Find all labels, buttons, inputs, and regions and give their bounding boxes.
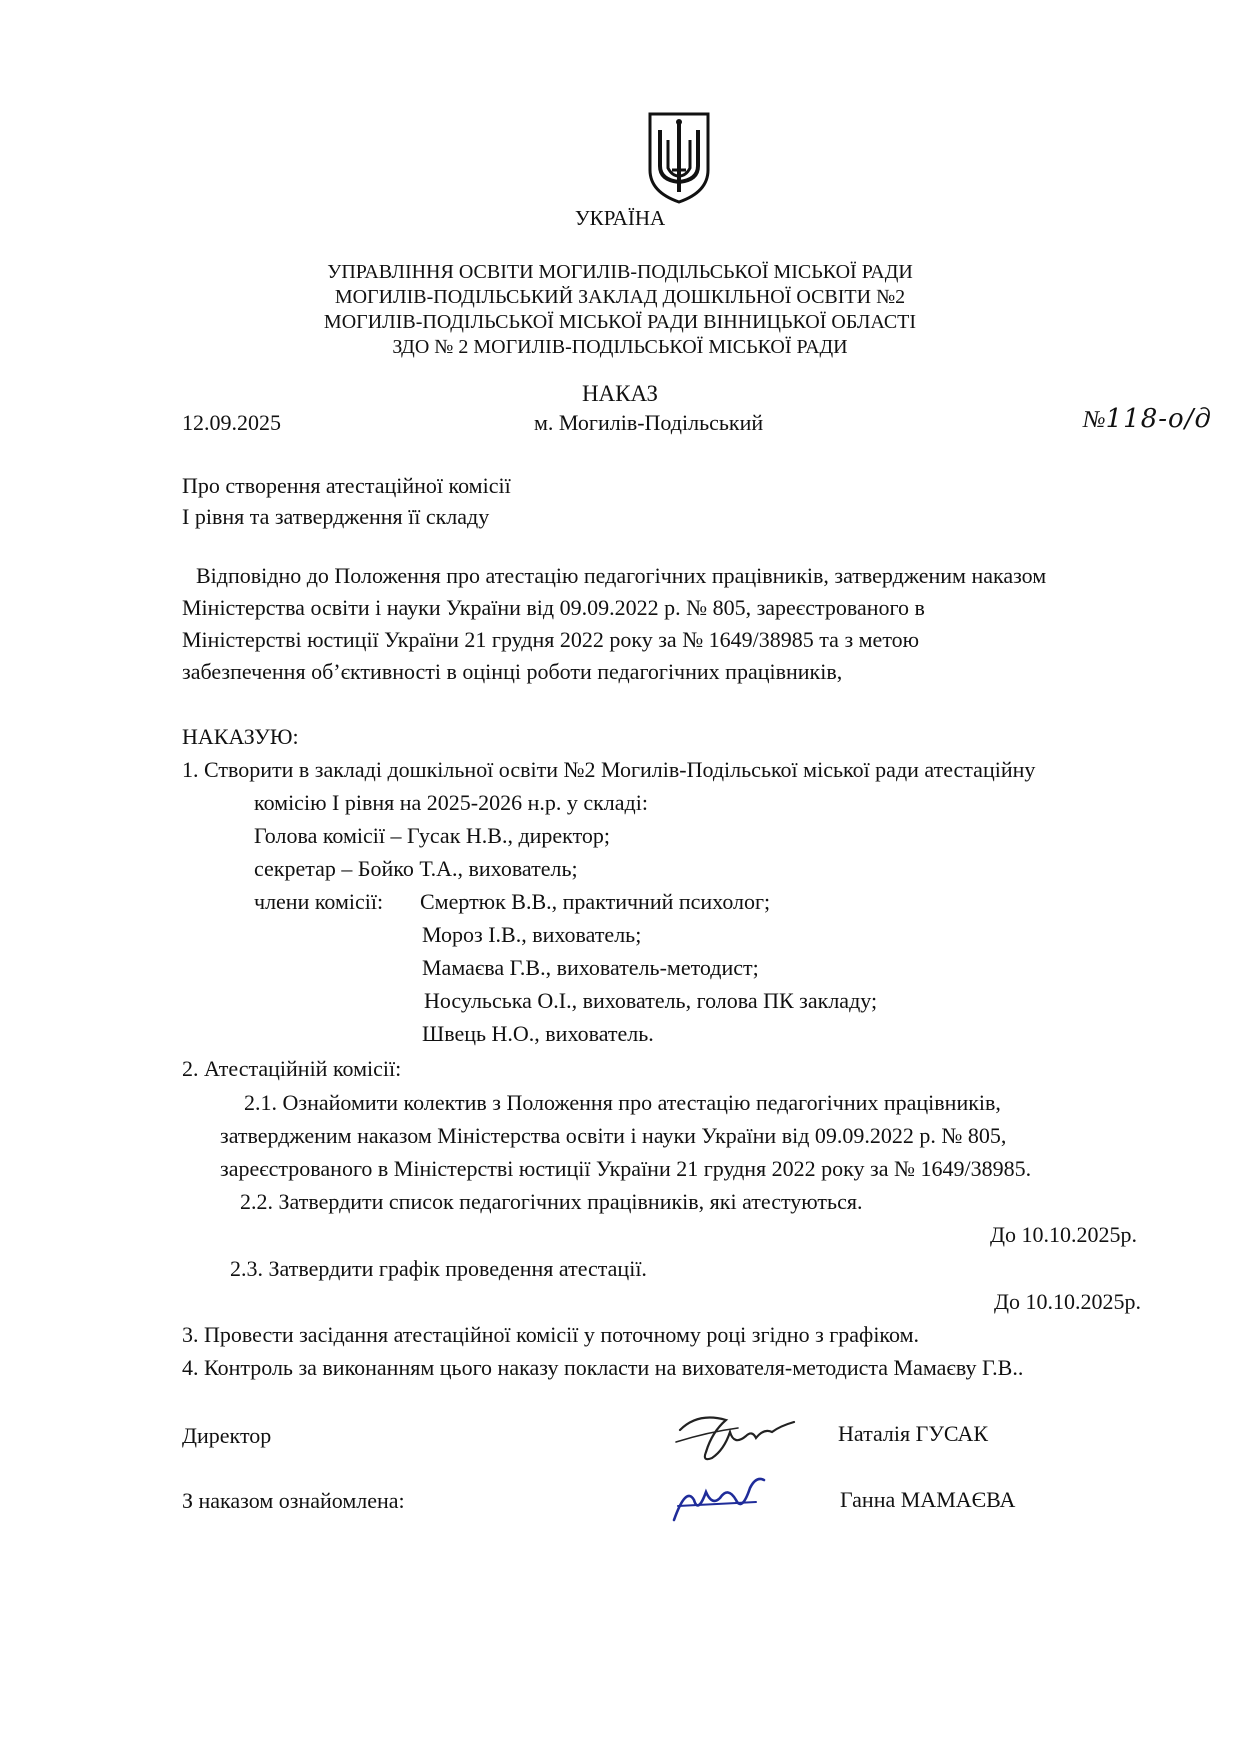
item-1-line: 1. Створити в закладі дошкільної освіти №2 Могилів-Подільської міської ради атестаційну [182,757,1036,782]
item-2-1-line: затвердженим наказом Міністерства освіти і науки України від 09.09.2022 р. № 805, [220,1123,1007,1148]
header-line: МОГИЛІВ-ПОДІЛЬСЬКИЙ ЗАКЛАД ДОШКІЛЬНОЇ ОСВІТИ №2 [334,286,906,308]
item-3: 3. Провести засідання атестаційної комісії у поточному році згідно з графіком. [182,1322,919,1347]
acknowledgement-name: Ганна МАМАЄВА [840,1487,1016,1512]
number-value: 118-о/д [1105,404,1212,434]
commission-members-label: члени комісії: [254,889,384,914]
subject-line: І рівня та затвердження її складу [182,504,490,529]
header-line: МОГИЛІВ-ПОДІЛЬСЬКОЇ МІСЬКОЇ РАДИ ВІННИЦЬКОЇ ОБЛАСТІ [323,311,917,333]
commission-member: Носульська О.І., вихователь, голова ПК закладу; [424,988,878,1013]
country-name: УКРАЇНА [574,206,666,230]
item-2-1-line: 2.1. Ознайомити колектив з Положення про атестацію педагогічних працівників, [244,1090,1001,1115]
director-signature-icon [668,1402,810,1472]
item-1-line: комісію І рівня на 2025-2026 н.р. у складі: [254,790,648,815]
order-word: НАКАЗУЮ: [182,724,299,749]
number-prefix: № [1083,407,1106,433]
document-type: НАКАЗ [581,381,659,406]
preamble-line: Міністерства освіти і науки України від 09.09.2022 р. № 805, зареєстрованого в [182,595,925,620]
item-2-3: 2.3. Затвердити графік проведення атестації. [230,1256,647,1281]
preamble-line: Відповідно до Положення про атестацію педагогічних працівників, затвердженим наказом [196,563,1047,588]
document-date: 12.09.2025 [182,410,281,435]
header-line: ЗДО № 2 МОГИЛІВ-ПОДІЛЬСЬКОЇ МІСЬКОЇ РАДИ [392,336,848,358]
commission-secretary: секретар – Бойко Т.А., вихователь; [254,856,578,881]
preamble-line: Міністерстві юстиції України 21 грудня 2022 року за № 1649/38985 та з метою [182,627,920,652]
acknowledgement-signature-icon [664,1466,774,1530]
item-4: 4. Контроль за виконанням цього наказу покласти на вихователя-методиста Мамаєву Г.В.. [182,1355,1024,1380]
acknowledgement-label: З наказом ознайомлена: [182,1488,405,1513]
item-2: 2. Атестаційній комісії: [182,1056,402,1081]
document-city: м. Могилів-Подільський [534,410,764,435]
preamble-line: забезпечення об’єктивності в оцінці роботи педагогічних працівників, [182,659,843,684]
item-2-3-due: До 10.10.2025р. [994,1289,1142,1314]
commission-member: Мамаєва Г.В., вихователь-методист; [422,955,759,980]
commission-member: Смертюк В.В., практичний психолог; [420,889,771,914]
director-label: Директор [182,1423,272,1448]
commission-member: Мороз І.В., вихователь; [422,922,642,947]
commission-head: Голова комісії – Гусак Н.В., директор; [254,823,611,848]
item-2-2: 2.2. Затвердити список педагогічних працівників, які атестуються. [240,1189,863,1214]
subject-line: Про створення атестаційної комісії [182,473,511,498]
director-name: Наталія ГУСАК [838,1421,989,1446]
item-2-1-line: зареєстрованого в Міністерстві юстиції України 21 грудня 2022 року за № 1649/38985. [220,1156,1032,1181]
commission-member: Швець Н.О., вихователь. [422,1021,654,1046]
item-2-2-due: До 10.10.2025р. [990,1222,1138,1247]
header-line: УПРАВЛІННЯ ОСВІТИ МОГИЛІВ-ПОДІЛЬСЬКОЇ МІСЬКОЇ РАДИ [327,261,913,283]
